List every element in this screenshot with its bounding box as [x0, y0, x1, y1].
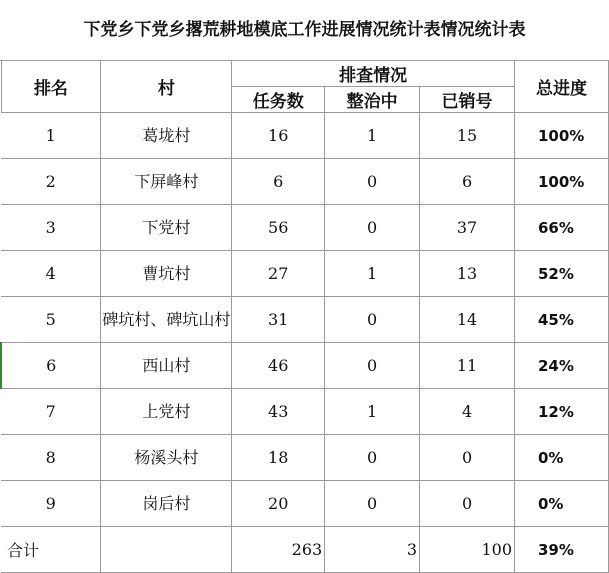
- header-rank[interactable]: 排名: [1, 61, 101, 113]
- cell-rectifying[interactable]: 1: [325, 389, 420, 435]
- cell-tasks[interactable]: 20: [232, 481, 325, 527]
- cell-rectifying[interactable]: 0: [325, 481, 420, 527]
- cell-cleared[interactable]: 11: [420, 343, 515, 389]
- table-row: [1, 113, 609, 159]
- cell-rank[interactable]: 9: [1, 481, 101, 527]
- cell-village[interactable]: 岗后村: [101, 481, 232, 527]
- cell-tasks[interactable]: 56: [232, 205, 325, 251]
- cell-rank[interactable]: 1: [1, 113, 101, 159]
- cell-cleared[interactable]: 6: [420, 159, 515, 205]
- table-row: [1, 159, 609, 205]
- table-row: [1, 343, 609, 389]
- cell-tasks[interactable]: 46: [232, 343, 325, 389]
- cell-rectifying[interactable]: 0: [325, 343, 420, 389]
- cell-rectifying[interactable]: 1: [325, 113, 420, 159]
- cell-village[interactable]: 西山村: [101, 343, 232, 389]
- cell-tasks[interactable]: 6: [232, 159, 325, 205]
- cell-cleared[interactable]: 14: [420, 297, 515, 343]
- cell-rectifying[interactable]: 0: [325, 205, 420, 251]
- cell-rank[interactable]: 3: [1, 205, 101, 251]
- cell-progress[interactable]: 52%: [515, 251, 609, 297]
- header-survey-status[interactable]: 排查情况: [232, 61, 515, 87]
- total-village-empty[interactable]: [101, 527, 232, 573]
- progress-table: [0, 60, 609, 573]
- total-cleared[interactable]: 100: [420, 527, 515, 573]
- cell-village[interactable]: 曹坑村: [101, 251, 232, 297]
- cell-rank[interactable]: 8: [1, 435, 101, 481]
- header-tasks[interactable]: 任务数: [232, 87, 325, 113]
- table-row: [1, 481, 609, 527]
- cell-progress[interactable]: 45%: [515, 297, 609, 343]
- cell-rank[interactable]: 4: [1, 251, 101, 297]
- cell-cleared[interactable]: 0: [420, 481, 515, 527]
- total-rectifying[interactable]: 3: [325, 527, 420, 573]
- total-label[interactable]: 合计: [1, 527, 101, 573]
- table-row: [1, 389, 609, 435]
- cell-tasks[interactable]: 31: [232, 297, 325, 343]
- header-total-progress[interactable]: 总进度: [515, 61, 609, 113]
- total-progress[interactable]: 39%: [515, 527, 609, 573]
- cell-rectifying[interactable]: 0: [325, 435, 420, 481]
- table-row: [1, 205, 609, 251]
- sheet-title: 下党乡下党乡撂荒耕地模底工作进展情况统计表情况统计表: [0, 0, 609, 61]
- header-rectifying[interactable]: 整治中: [325, 87, 420, 113]
- cell-rectifying[interactable]: 1: [325, 251, 420, 297]
- cell-village[interactable]: 下屏峰村: [101, 159, 232, 205]
- header-cleared[interactable]: 已销号: [420, 87, 515, 113]
- header-village[interactable]: 村: [101, 61, 232, 113]
- cell-tasks[interactable]: 16: [232, 113, 325, 159]
- cell-progress[interactable]: 12%: [515, 389, 609, 435]
- cell-tasks[interactable]: 27: [232, 251, 325, 297]
- cell-progress[interactable]: 100%: [515, 113, 609, 159]
- cell-rank[interactable]: 7: [1, 389, 101, 435]
- cell-progress[interactable]: 24%: [515, 343, 609, 389]
- cell-village[interactable]: 葛垅村: [101, 113, 232, 159]
- total-row: [1, 527, 609, 573]
- cell-village[interactable]: 下党村: [101, 205, 232, 251]
- cell-progress[interactable]: 100%: [515, 159, 609, 205]
- cell-village[interactable]: 杨溪头村: [101, 435, 232, 481]
- cell-tasks[interactable]: 18: [232, 435, 325, 481]
- cell-rank[interactable]: 5: [1, 297, 101, 343]
- cell-rank[interactable]: 2: [1, 159, 101, 205]
- cell-cleared[interactable]: 13: [420, 251, 515, 297]
- cell-village[interactable]: 上党村: [101, 389, 232, 435]
- cell-rectifying[interactable]: 0: [325, 159, 420, 205]
- cell-progress[interactable]: 0%: [515, 481, 609, 527]
- cell-village[interactable]: 碑坑村、碑坑山村: [101, 297, 232, 343]
- cell-rank[interactable]: 6: [1, 343, 101, 389]
- total-tasks[interactable]: 263: [232, 527, 325, 573]
- table-row: [1, 297, 609, 343]
- cell-cleared[interactable]: 37: [420, 205, 515, 251]
- table-row: [1, 251, 609, 297]
- cell-progress[interactable]: 66%: [515, 205, 609, 251]
- cell-progress[interactable]: 0%: [515, 435, 609, 481]
- cell-rectifying[interactable]: 0: [325, 297, 420, 343]
- cell-cleared[interactable]: 15: [420, 113, 515, 159]
- table-row: [1, 435, 609, 481]
- cell-cleared[interactable]: 4: [420, 389, 515, 435]
- cell-cleared[interactable]: 0: [420, 435, 515, 481]
- cell-tasks[interactable]: 43: [232, 389, 325, 435]
